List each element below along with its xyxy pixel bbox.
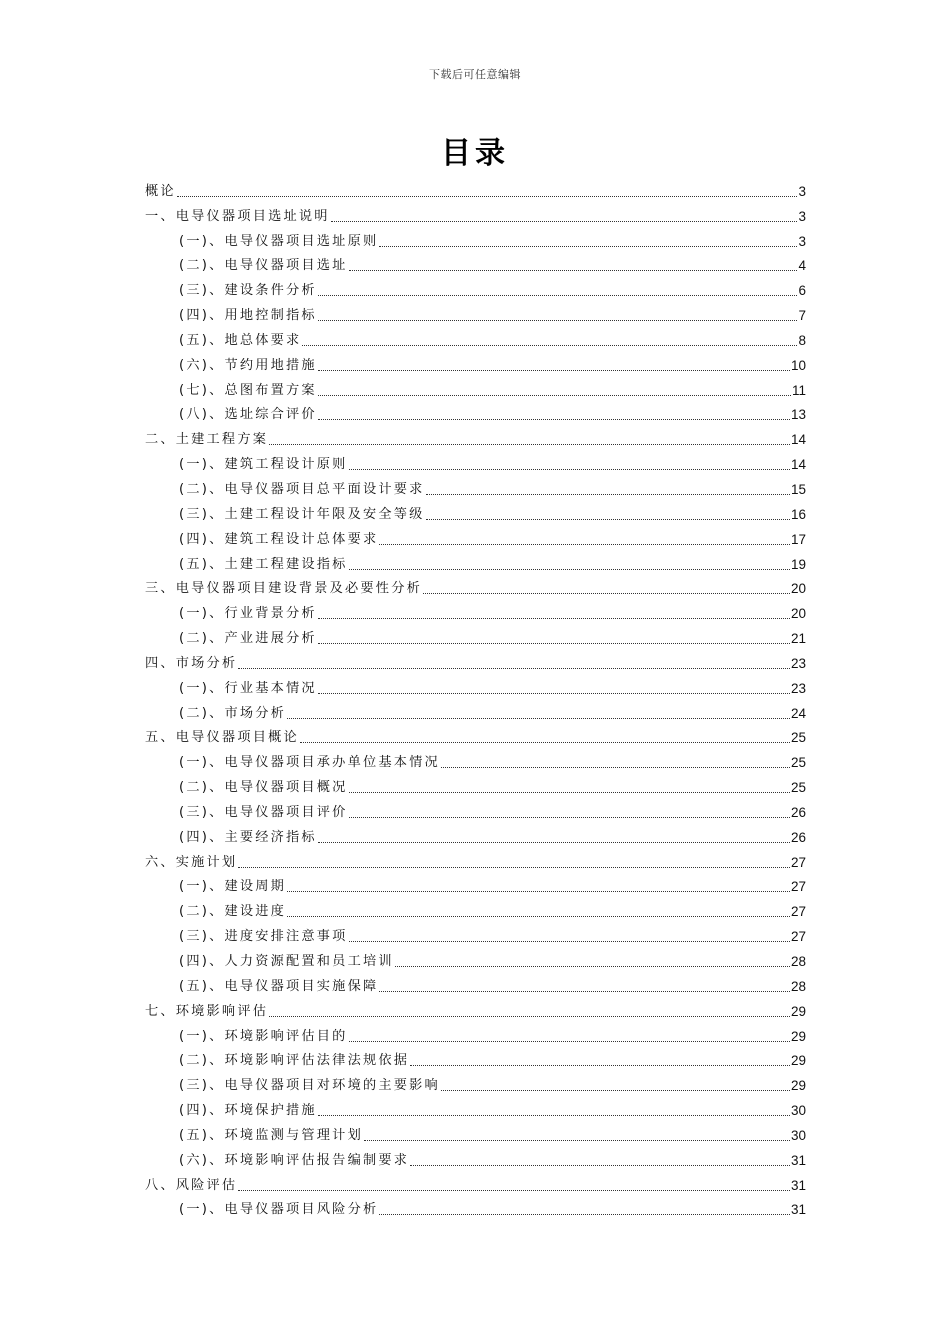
- toc-entry-label: (三)、电导仪器项目对环境的主要影响: [179, 1078, 440, 1094]
- toc-dot-leader: [318, 419, 790, 420]
- toc-entry-label: (四)、环境保护措施: [179, 1103, 317, 1119]
- toc-page-number: 16: [790, 506, 806, 522]
- toc-dot-leader: [287, 718, 790, 719]
- toc-section-entry[interactable]: [145, 350, 806, 375]
- toc-entry-label: (二)、建设进度: [179, 904, 287, 920]
- toc-dot-leader: [318, 618, 790, 619]
- toc-entry-label: (五)、土建工程建设指标: [179, 556, 348, 572]
- toc-page-number: 6: [798, 283, 806, 299]
- toc-entry-label: (四)、主要经济指标: [179, 829, 317, 845]
- toc-page-number: 30: [790, 1103, 806, 1119]
- toc-dot-leader: [318, 693, 790, 694]
- toc-section-entry[interactable]: [145, 946, 806, 971]
- toc-dot-leader: [238, 668, 790, 669]
- toc-page-number: 29: [790, 1028, 806, 1044]
- toc-section-entry[interactable]: [145, 822, 806, 847]
- toc-page-number: 29: [790, 1078, 806, 1094]
- toc-dot-leader: [318, 842, 790, 843]
- table-of-contents: [145, 176, 806, 1219]
- toc-entry-label: (五)、环境监测与管理计划: [179, 1127, 363, 1143]
- toc-section-entry[interactable]: [145, 772, 806, 797]
- toc-entry-label: (二)、产业进展分析: [179, 631, 317, 647]
- toc-section-entry[interactable]: [145, 226, 806, 251]
- toc-dot-leader: [379, 1214, 790, 1215]
- toc-dot-leader: [238, 867, 790, 868]
- toc-page-number: 3: [798, 233, 806, 249]
- toc-section-entry[interactable]: [145, 474, 806, 499]
- toc-dot-leader: [318, 320, 798, 321]
- toc-dot-leader: [426, 519, 790, 520]
- toc-dot-leader: [300, 742, 790, 743]
- toc-page-number: 13: [790, 407, 806, 423]
- toc-section-entry[interactable]: [145, 300, 806, 325]
- toc-entry-label: (一)、行业基本情况: [179, 680, 317, 696]
- toc-chapter-entry[interactable]: [145, 648, 806, 673]
- toc-entry-label: 二、土建工程方案: [145, 432, 269, 448]
- toc-page-number: 31: [790, 1152, 806, 1168]
- toc-dot-leader: [441, 1090, 790, 1091]
- toc-entry-label: (一)、行业背景分析: [179, 606, 317, 622]
- toc-page-number: 29: [790, 1003, 806, 1019]
- toc-entry-label: (五)、地总体要求: [179, 332, 302, 348]
- toc-dot-leader: [287, 891, 790, 892]
- toc-section-entry[interactable]: [145, 449, 806, 474]
- toc-dot-leader: [269, 1016, 790, 1017]
- toc-page-number: 27: [790, 879, 806, 895]
- toc-section-entry[interactable]: [145, 400, 806, 425]
- toc-page-number: 30: [790, 1127, 806, 1143]
- toc-entry-label: (一)、电导仪器项目风险分析: [179, 1202, 379, 1218]
- toc-entry-label: (二)、电导仪器项目总平面设计要求: [179, 481, 425, 497]
- toc-section-entry[interactable]: [145, 1120, 806, 1145]
- toc-section-entry[interactable]: [145, 1195, 806, 1220]
- toc-entry-label: 四、市场分析: [145, 655, 238, 671]
- toc-page-number: 25: [790, 755, 806, 771]
- toc-page-number: 27: [790, 904, 806, 920]
- toc-dot-leader: [423, 593, 790, 594]
- toc-entry-label: 六、实施计划: [145, 854, 238, 870]
- toc-page-number: 27: [790, 929, 806, 945]
- toc-dot-leader: [349, 270, 798, 271]
- toc-page-number: 24: [790, 705, 806, 721]
- toc-title: 目录: [441, 136, 509, 171]
- toc-entry-label: (一)、建设周期: [179, 879, 287, 895]
- toc-section-entry[interactable]: [145, 251, 806, 276]
- toc-entry-label: (六)、环境影响评估报告编制要求: [179, 1152, 410, 1168]
- toc-entry-label: (三)、进度安排注意事项: [179, 929, 348, 945]
- toc-dot-leader: [318, 1115, 790, 1116]
- toc-page-number: 17: [790, 531, 806, 547]
- toc-page-number: 14: [790, 432, 806, 448]
- toc-entry-label: (四)、建筑工程设计总体要求: [179, 531, 379, 547]
- toc-dot-leader: [364, 1140, 790, 1141]
- toc-section-entry[interactable]: [145, 673, 806, 698]
- toc-section-entry[interactable]: [145, 549, 806, 574]
- toc-chapter-entry[interactable]: [145, 424, 806, 449]
- toc-section-entry[interactable]: [145, 797, 806, 822]
- toc-section-entry[interactable]: [145, 1070, 806, 1095]
- toc-dot-leader: [441, 767, 790, 768]
- toc-page-number: 26: [790, 804, 806, 820]
- toc-entry-label: 一、电导仪器项目选址说明: [145, 208, 330, 224]
- toc-section-entry[interactable]: [145, 499, 806, 524]
- toc-dot-leader: [177, 196, 798, 197]
- toc-dot-leader: [349, 569, 790, 570]
- toc-entry-label: (一)、建筑工程设计原则: [179, 457, 348, 473]
- toc-chapter-entry[interactable]: [145, 574, 806, 599]
- toc-chapter-entry[interactable]: [145, 201, 806, 226]
- toc-entry-label: 八、风险评估: [145, 1177, 238, 1193]
- toc-entry-label: 七、环境影响评估: [145, 1003, 269, 1019]
- toc-section-entry[interactable]: [145, 1046, 806, 1071]
- toc-dot-leader: [287, 916, 790, 917]
- toc-dot-leader: [395, 966, 790, 967]
- toc-dot-leader: [349, 941, 790, 942]
- toc-page-number: 21: [790, 631, 806, 647]
- toc-dot-leader: [349, 817, 790, 818]
- toc-dot-leader: [410, 1065, 790, 1066]
- toc-dot-leader: [379, 246, 797, 247]
- toc-page-number: 3: [798, 183, 806, 199]
- toc-page-number: 11: [791, 382, 806, 398]
- toc-dot-leader: [379, 544, 790, 545]
- toc-section-entry[interactable]: [145, 325, 806, 350]
- toc-dot-leader: [426, 494, 790, 495]
- toc-section-entry[interactable]: [145, 747, 806, 772]
- toc-entry-label: 五、电导仪器项目概论: [145, 730, 299, 746]
- toc-entry-label: (二)、环境影响评估法律法规依据: [179, 1053, 410, 1069]
- toc-entry-label: (四)、人力资源配置和员工培训: [179, 954, 394, 969]
- toc-dot-leader: [410, 1165, 790, 1166]
- toc-dot-leader: [302, 345, 797, 346]
- toc-page-number: 25: [790, 780, 806, 796]
- toc-page-number: 14: [790, 457, 806, 473]
- toc-entry-label: (七)、总图布置方案: [179, 382, 317, 398]
- toc-page-number: 7: [798, 308, 806, 324]
- toc-page-number: 29: [790, 1053, 806, 1069]
- toc-section-entry[interactable]: [145, 1095, 806, 1120]
- toc-section-entry[interactable]: [145, 698, 806, 723]
- toc-dot-leader: [318, 643, 790, 644]
- toc-page-number: 31: [790, 1177, 806, 1193]
- toc-entry-label: (一)、电导仪器项目承办单位基本情况: [179, 755, 440, 771]
- toc-page-number: 27: [790, 854, 806, 870]
- toc-chapter-entry[interactable]: [145, 723, 806, 748]
- toc-page-number: 23: [790, 655, 806, 671]
- toc-section-entry[interactable]: [145, 872, 806, 897]
- toc-section-entry[interactable]: [145, 598, 806, 623]
- toc-dot-leader: [349, 469, 790, 470]
- toc-page-number: 20: [790, 581, 806, 597]
- toc-page-number: 28: [790, 978, 806, 994]
- toc-entry-label: (四)、用地控制指标: [179, 308, 317, 324]
- toc-section-entry[interactable]: [145, 971, 806, 996]
- toc-page-number: 4: [798, 258, 806, 274]
- toc-entry-label: (二)、电导仪器项目概况: [179, 780, 348, 796]
- toc-chapter-entry[interactable]: [145, 1170, 806, 1195]
- toc-entry-label: (六)、节约用地措施: [179, 357, 317, 373]
- toc-page-number: 31: [790, 1202, 806, 1218]
- toc-entry-label: 概论: [145, 183, 176, 199]
- toc-dot-leader: [349, 792, 790, 793]
- toc-page-number: 10: [790, 357, 806, 373]
- toc-entry-label: (三)、土建工程设计年限及安全等级: [179, 506, 425, 522]
- toc-entry-label: (三)、建设条件分析: [179, 283, 317, 299]
- toc-page-number: 3: [798, 208, 806, 224]
- toc-page-number: 15: [790, 481, 806, 497]
- toc-entry-label: (五)、电导仪器项目实施保障: [179, 978, 379, 994]
- toc-chapter-entry[interactable]: [145, 847, 806, 872]
- toc-page-number: 28: [790, 954, 806, 969]
- toc-dot-leader: [318, 295, 798, 296]
- toc-section-entry[interactable]: [145, 275, 806, 300]
- toc-entry-label: (一)、环境影响评估目的: [179, 1028, 348, 1044]
- toc-page-number: 26: [790, 829, 806, 845]
- toc-page-number: 25: [790, 730, 806, 746]
- toc-page-number: 8: [798, 332, 806, 348]
- toc-entry-label: (三)、电导仪器项目评价: [179, 804, 348, 820]
- toc-section-entry[interactable]: [145, 375, 806, 400]
- toc-section-entry[interactable]: [145, 1145, 806, 1170]
- toc-page-number: 23: [790, 680, 806, 696]
- toc-section-entry[interactable]: [145, 1021, 806, 1046]
- toc-section-entry[interactable]: [145, 623, 806, 648]
- toc-dot-leader: [238, 1190, 790, 1191]
- toc-entry-label: (二)、市场分析: [179, 705, 287, 721]
- toc-entry-label: 三、电导仪器项目建设背景及必要性分析: [145, 581, 422, 597]
- toc-chapter-entry[interactable]: [145, 176, 806, 201]
- toc-chapter-entry[interactable]: [145, 996, 806, 1021]
- toc-dot-leader: [318, 395, 791, 396]
- toc-dot-leader: [379, 991, 790, 992]
- toc-page-number: 19: [790, 556, 806, 572]
- toc-entry-label: (八)、选址综合评价: [179, 407, 317, 423]
- toc-entry-label: (二)、电导仪器项目选址: [179, 258, 348, 274]
- page-header: 下载后可任意编辑: [429, 68, 521, 81]
- toc-section-entry[interactable]: [145, 524, 806, 549]
- toc-page-number: 20: [790, 606, 806, 622]
- toc-entry-label: (一)、电导仪器项目选址原则: [179, 233, 379, 249]
- toc-dot-leader: [331, 221, 798, 222]
- toc-dot-leader: [318, 370, 790, 371]
- toc-section-entry[interactable]: [145, 921, 806, 946]
- toc-section-entry[interactable]: [145, 896, 806, 921]
- toc-dot-leader: [269, 444, 790, 445]
- toc-dot-leader: [349, 1041, 790, 1042]
